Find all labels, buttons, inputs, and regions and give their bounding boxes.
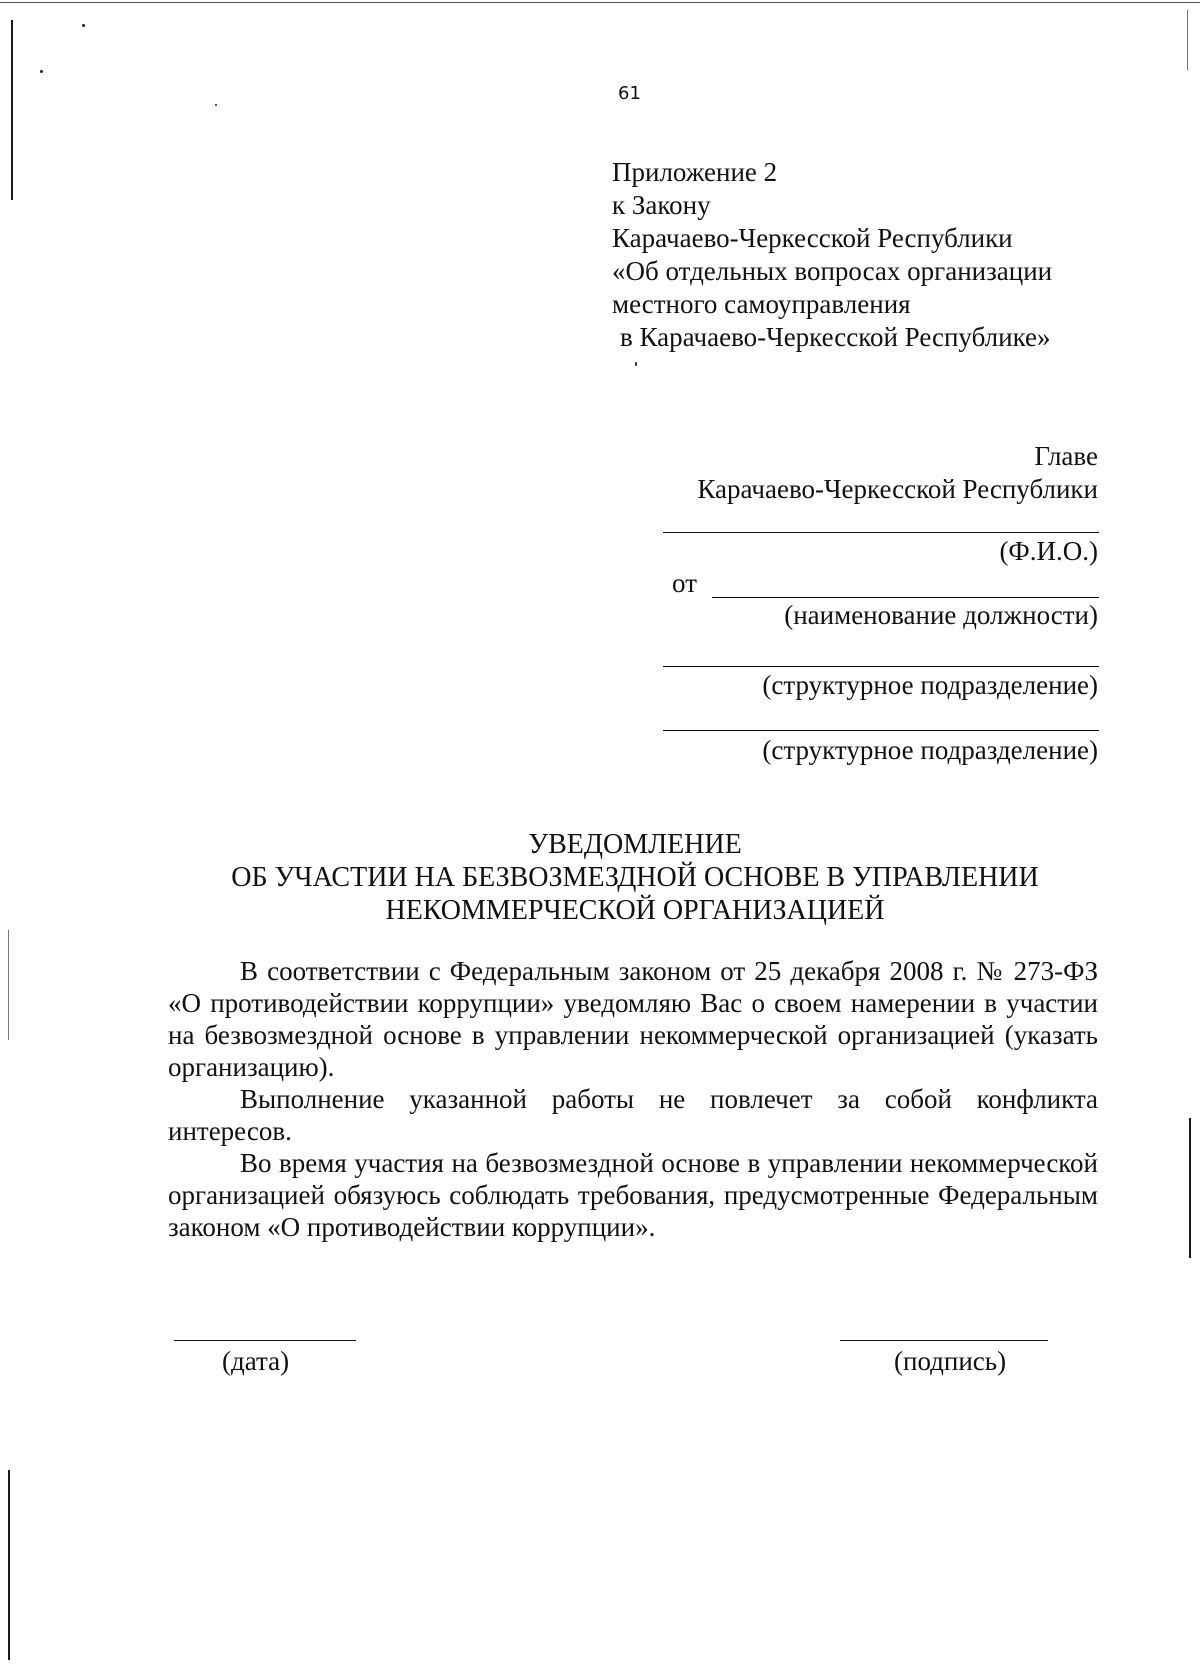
appendix-line: «Об отдельных вопросах организации <box>612 256 1053 286</box>
scan-edge-top <box>0 2 1200 3</box>
title-line-1: УВЕДОМЛЕНИЕ <box>528 829 742 860</box>
page-number: 61 <box>618 83 641 104</box>
appendix-header <box>612 156 1052 354</box>
appendix-line: к Закону <box>612 190 711 220</box>
appendix-line: Карачаево-Черкесской Республики <box>612 223 1013 253</box>
scan-speck <box>215 104 217 106</box>
addressee-block <box>618 440 1098 506</box>
signature-caption: (подпись) <box>894 1346 1007 1376</box>
scan-edge-left-bottom <box>8 1470 10 1660</box>
addressee-republic: Карачаево-Черкесской Республики <box>697 474 1098 504</box>
scan-speck <box>635 362 637 366</box>
fio-field-line <box>663 532 1099 533</box>
title-line-3: НЕКОММЕРЧЕСКОЙ ОРГАНИЗАЦИЕЙ <box>385 895 885 926</box>
body-paragraph-3: Во время участия на безвозмездной основе в управлении некоммерческой организацией обязуюсь соблюдать требования, предусмотренные Федеральным законом «О противодействии коррупции». <box>168 1148 1098 1242</box>
subdivision-caption-1: (структурное подразделение) <box>762 670 1098 700</box>
date-field-line <box>174 1340 356 1341</box>
subdivision-field-line-1 <box>663 666 1099 667</box>
addressee-title: Главе <box>1034 441 1098 471</box>
scan-edge-left-top <box>11 20 13 200</box>
scan-edge-left-middle <box>8 930 9 1040</box>
appendix-line: в Карачаево-Черкесской Республике» <box>620 322 1051 352</box>
scan-edge-right-top <box>1187 10 1188 70</box>
date-caption: (дата) <box>222 1346 290 1376</box>
scan-edge-right <box>1189 1118 1191 1258</box>
appendix-line: Приложение 2 <box>612 157 778 187</box>
appendix-line: местного самоуправления <box>612 289 911 319</box>
fio-caption: (Ф.И.О.) <box>999 536 1098 566</box>
title-line-2: ОБ УЧАСТИИ НА БЕЗВОЗМЕЗДНОЙ ОСНОВЕ В УПРАВЛЕНИИ <box>231 862 1039 893</box>
position-field-line <box>712 597 1099 598</box>
position-caption: (наименование должности) <box>784 600 1098 630</box>
notification-body <box>168 955 1098 1243</box>
scan-speck <box>82 24 85 27</box>
scan-speck <box>40 70 43 73</box>
subdivision-caption-2: (структурное подразделение) <box>762 735 1098 765</box>
document-title <box>0 828 1200 927</box>
from-label: от <box>672 568 697 598</box>
body-paragraph-2: Выполнение указанной работы не повлечет за собой конфликта интересов. <box>168 1084 1098 1146</box>
subdivision-field-line-2 <box>663 730 1099 731</box>
signature-field-line <box>840 1340 1048 1341</box>
body-paragraph-1: В соответствии с Федеральным законом от 25 декабря 2008 г. № 273-ФЗ «О противодействии коррупции» уведомляю Вас о своем намерении в участии на безвозмездной основе в управлении некоммерческой организацией (указать организацию). <box>168 956 1098 1082</box>
